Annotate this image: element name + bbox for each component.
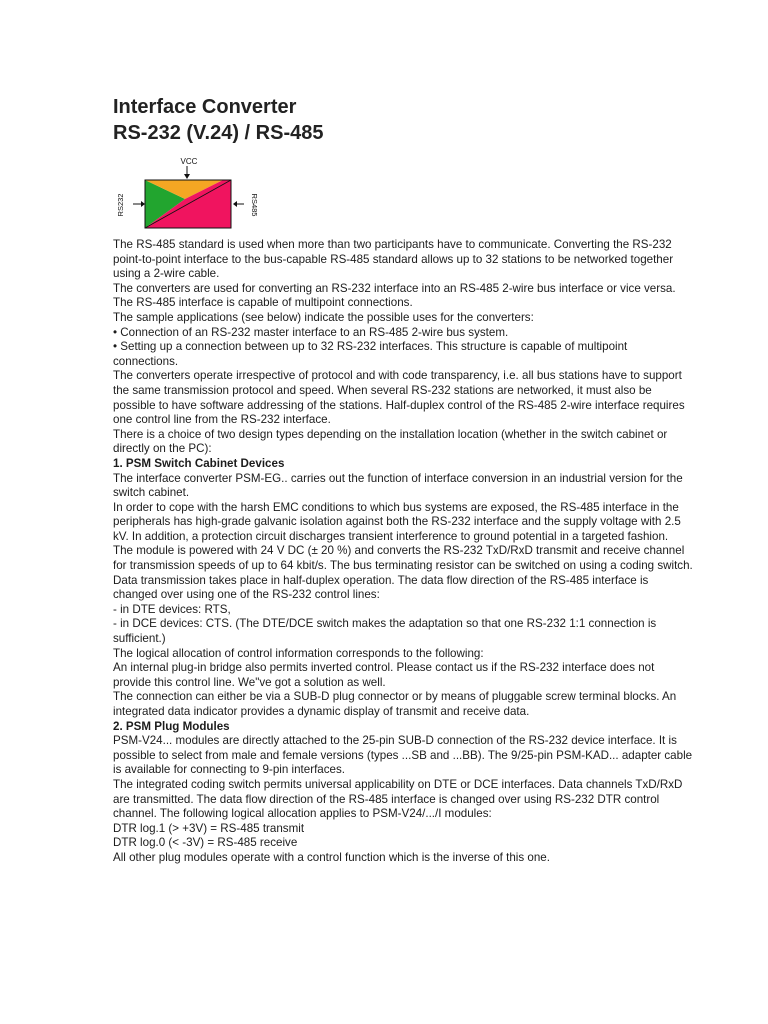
paragraph: DTR log.0 (< -3V) = RS-485 receive [113,836,298,850]
paragraph: Data transmission takes place in half-duplex operation. The data flow direction of the RS-485 interface is changed over using one of the RS-232 control lines: [113,573,649,602]
rs485-label: RS485 [250,193,259,217]
paragraph: An internal plug-in bridge also permits inverted control. Please contact us if the RS-232 interface does not provide this control line. We"ve got a solution as well. [113,661,655,689]
bullet-item: • Setting up a connection between up to 32 RS-232 interfaces. This structure is capable of multipoint connections. [113,340,628,368]
paragraph: The integrated coding switch permits universal applicability on DTE or DCE interfaces. Data channels TxD/RxD are transmitted. The data flow direction of the RS-485 interface is changed over using RS-232 DTR control channel. The following logical allocation applies to PSM-V24/.../I modules: [113,777,683,821]
converter-diagram [113,152,273,230]
rs232-arrow-head [141,201,145,207]
bullet-item: • Connection of an RS-232 master interface to an RS-485 2-wire bus system. [113,325,509,339]
title-line-2: RS-232 (V.24) / RS-485 [113,122,324,144]
list-item: - in DTE devices: RTS, [113,602,231,616]
paragraph: DTR log.1 (> +3V) = RS-485 transmit [113,821,305,835]
paragraph: The module is powered with 24 V DC (± 20 %) and converts the RS-232 TxD/RxD transmit and receive channel for transmission speeds of up to 64 kbit/s. The bus terminating resistor can be switched on using a coding switch. [113,544,693,573]
paragraph: The logical allocation of control information corresponds to the following: [113,646,484,660]
section-heading-switch-cabinet: 1. PSM Switch Cabinet Devices [113,456,285,470]
list-item: - in DCE devices: CTS. (The DTE/DCE switch makes the adaptation so that one RS-232 1:1 connection is sufficient.) [113,617,657,646]
paragraph: The converters operate irrespective of protocol and with code transparency, i.e. all bus stations have to support the same transmission protocol and speed. When several RS-232 stations are networked, it must also be possible to have software addressing of the stations. Half-duplex control of the RS-485 2-wire interface requires one control line from the RS-232 interface. [113,369,685,427]
paragraph: All other plug modules operate with a control function which is the inverse of this one. [113,850,550,864]
paragraph: The sample applications (see below) indicate the possible uses for the converters: [113,310,534,324]
vcc-label: VCC [180,157,198,166]
paragraph: The RS-485 standard is used when more than two participants have to communicate. Converting the RS-232 point-to-point interface to the bus-capable RS-485 standard allows up to 32 stations to be networked together using a 2-wire cable. [113,238,674,281]
section-heading-plug-modules: 2. PSM Plug Modules [113,719,230,733]
rs232-label: RS232 [116,193,125,217]
vcc-arrow-head [184,174,190,179]
paragraph: In order to cope with the harsh EMC conditions to which bus systems are exposed, the RS-485 interface in the peripherals has high-grade galvanic isolation against both the RS-232 interface and the supply voltage with 2.5 kV. In addition, a protection circuit discharges transient interference to ground potential in a targeted fashion. [113,500,681,543]
page-title [113,94,693,146]
rs485-arrow-head [233,201,237,207]
paragraph: The converters are used for converting an RS-232 interface into an RS-485 2-wire bus interface or vice versa. The RS-485 interface is capable of multipoint connections. [113,281,676,310]
paragraph: PSM-V24... modules are directly attached to the 25-pin SUB-D connection of the RS-232 device interface. It is possible to select from male and female versions (types ...SB and ...BB). The 9/25-pin PSM-KAD... adapter cable is available for connecting to 9-pin interfaces. [113,734,693,777]
title-line-1: Interface Converter [113,96,297,118]
converter-diagram-svg [113,152,273,230]
paragraph: The interface converter PSM-EG.. carries out the function of interface conversion in an industrial version for the switch cabinet. [113,471,683,500]
document-page [113,94,693,866]
body-text [113,238,693,866]
paragraph: The connection can either be via a SUB-D plug connector or by means of pluggable screw terminal blocks. An integrated data indicator provides a dynamic display of transmit and receive data. [113,690,677,718]
paragraph: There is a choice of two design types depending on the installation location (whether in the switch cabinet or directly on the PC): [113,427,668,456]
